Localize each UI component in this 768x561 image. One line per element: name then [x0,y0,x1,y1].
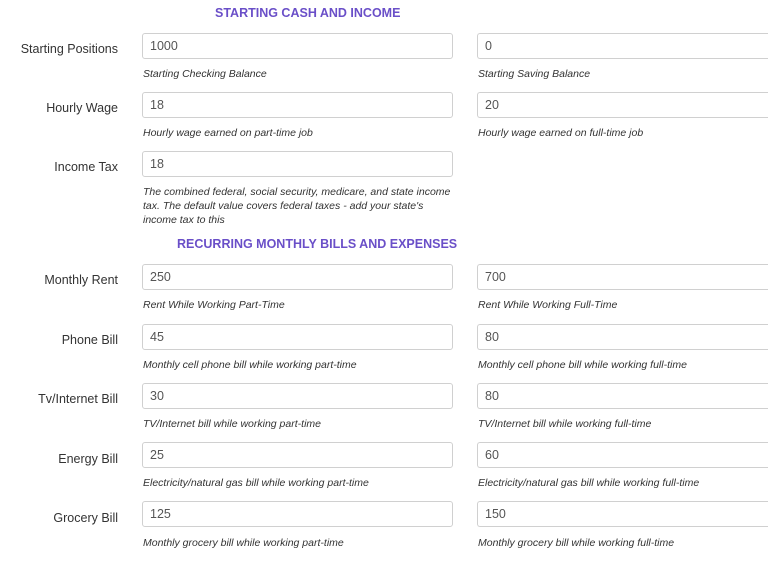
label-energy-bill: Energy Bill [58,452,118,466]
help-energy-bill-part-time: Electricity/natural gas bill while working part-time [143,477,369,489]
help-tv-internet-full-time: TV/Internet bill while working full-time [478,418,652,430]
rent-full-time-input[interactable] [477,264,768,290]
tv-internet-full-time-input[interactable] [477,383,768,409]
hourly-wage-part-time-input[interactable] [142,92,453,118]
label-income-tax: Income Tax [54,160,118,174]
phone-bill-full-time-input[interactable] [477,324,768,350]
help-rent-part-time: Rent While Working Part-Time [143,299,285,311]
help-starting-saving-balance: Starting Saving Balance [478,68,591,80]
help-phone-bill-full-time: Monthly cell phone bill while working full-time [478,359,687,371]
energy-bill-full-time-input[interactable] [477,442,768,468]
help-hourly-wage-part-time: Hourly wage earned on part-time job [143,127,313,139]
help-grocery-bill-full-time: Monthly grocery bill while working full-time [478,537,675,549]
section-title-starting-cash-income: STARTING CASH AND INCOME [215,6,401,20]
help-grocery-bill-part-time: Monthly grocery bill while working part-time [143,537,344,549]
starting-checking-balance-input[interactable] [142,33,453,59]
label-tv-internet-bill: Tv/Internet Bill [38,392,118,406]
label-monthly-rent: Monthly Rent [44,273,118,287]
grocery-bill-full-time-input[interactable] [477,501,768,527]
help-starting-checking-balance: Starting Checking Balance [143,68,267,80]
phone-bill-part-time-input[interactable] [142,324,453,350]
help-income-tax: The combined federal, social security, medicare, and state income tax. The default value covers federal taxes - add your state's income tax to this [143,186,451,226]
energy-bill-part-time-input[interactable] [142,442,453,468]
help-hourly-wage-full-time: Hourly wage earned on full-time job [478,127,644,139]
label-hourly-wage: Hourly Wage [46,101,118,115]
help-rent-full-time: Rent While Working Full-Time [478,299,618,311]
label-grocery-bill: Grocery Bill [53,511,118,525]
tv-internet-part-time-input[interactable] [142,383,453,409]
hourly-wage-full-time-input[interactable] [477,92,768,118]
grocery-bill-part-time-input[interactable] [142,501,453,527]
help-energy-bill-full-time: Electricity/natural gas bill while working full-time [478,477,700,489]
label-starting-positions: Starting Positions [20,42,118,56]
income-tax-input[interactable] [142,151,453,177]
section-title-recurring-bills: RECURRING MONTHLY BILLS AND EXPENSES [177,237,458,251]
label-phone-bill: Phone Bill [61,333,118,347]
rent-part-time-input[interactable] [142,264,453,290]
help-tv-internet-part-time: TV/Internet bill while working part-time [143,418,321,430]
starting-saving-balance-input[interactable] [477,33,768,59]
help-phone-bill-part-time: Monthly cell phone bill while working part-time [143,359,357,371]
